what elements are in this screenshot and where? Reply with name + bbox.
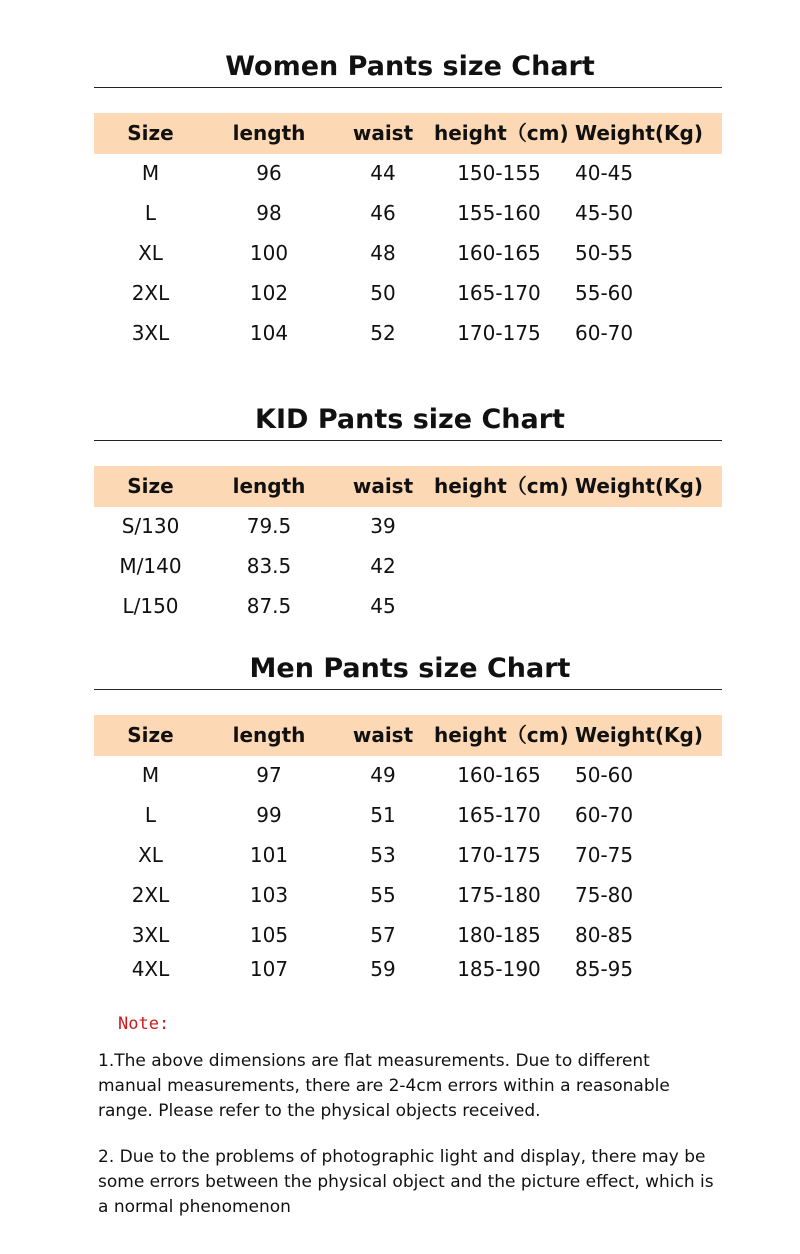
header-size: Size <box>127 474 174 498</box>
cell-height: 160-165 <box>457 241 541 265</box>
men-title-rule <box>94 689 722 690</box>
cell-weight: 75-80 <box>575 883 634 907</box>
cell-waist: 52 <box>370 321 396 345</box>
cell-size: M/140 <box>119 554 182 578</box>
cell-waist: 42 <box>370 554 396 578</box>
cell-waist: 45 <box>370 594 396 618</box>
kid-title-rule <box>94 440 722 441</box>
table-row <box>94 552 722 582</box>
cell-waist: 39 <box>370 514 396 538</box>
header-height: height（cm) <box>434 474 569 498</box>
cell-size: M <box>141 161 160 185</box>
cell-weight: 50-55 <box>575 241 634 265</box>
header-weight: Weight(Kg) <box>575 723 703 747</box>
cell-height: 185-190 <box>457 957 541 981</box>
header-length: length <box>232 121 306 145</box>
header-length: length <box>232 723 306 747</box>
header-waist: waist <box>352 723 414 747</box>
cell-height: 165-170 <box>457 281 541 305</box>
header-height: height（cm) <box>434 723 569 747</box>
cell-height: 180-185 <box>457 923 541 947</box>
men-chart-title: Men Pants size Chart <box>249 653 571 684</box>
cell-size: XL <box>138 241 163 265</box>
note-line-2: 2. Due to the problems of photographic light and display, there may be some errors between the physical object and the picture effect, which is a normal phenomenon <box>98 1147 714 1217</box>
cell-size: 3XL <box>131 321 170 345</box>
cell-weight: 55-60 <box>575 281 634 305</box>
cell-length: 100 <box>249 241 289 265</box>
header-height: height（cm) <box>434 121 569 145</box>
cell-waist: 49 <box>370 763 396 787</box>
cell-waist: 51 <box>370 803 396 827</box>
header-waist: waist <box>352 474 414 498</box>
cell-size: S/130 <box>121 514 180 538</box>
cell-waist: 53 <box>370 843 396 867</box>
cell-weight: 80-85 <box>575 923 634 947</box>
cell-size: 3XL <box>131 923 170 947</box>
cell-weight: 85-95 <box>575 957 634 981</box>
cell-waist: 48 <box>370 241 396 265</box>
cell-weight: 70-75 <box>575 843 634 867</box>
cell-height: 150-155 <box>457 161 541 185</box>
cell-weight: 50-60 <box>575 763 634 787</box>
header-length: length <box>232 474 306 498</box>
kid-header-row <box>94 466 722 507</box>
cell-waist: 59 <box>370 957 396 981</box>
kid-chart-title: KID Pants size Chart <box>255 404 565 435</box>
table-row <box>94 592 722 622</box>
cell-length: 98 <box>256 201 282 225</box>
table-row <box>94 319 722 349</box>
cell-length: 104 <box>249 321 289 345</box>
note-line-1: 1.The above dimensions are flat measurements. Due to different manual measurements, there are 2-4cm errors within a reasonable range. Please refer to the physical objects received. <box>98 1051 670 1121</box>
table-row <box>94 921 722 951</box>
table-row <box>94 955 722 985</box>
header-weight: Weight(Kg) <box>575 474 703 498</box>
cell-height: 170-175 <box>457 843 541 867</box>
cell-size: XL <box>138 843 163 867</box>
table-row <box>94 761 722 791</box>
cell-length: 101 <box>249 843 289 867</box>
header-size: Size <box>127 121 174 145</box>
men-header-row <box>94 715 722 756</box>
cell-weight: 45-50 <box>575 201 634 225</box>
table-row <box>94 199 722 229</box>
cell-length: 87.5 <box>246 594 292 618</box>
cell-length: 79.5 <box>246 514 292 538</box>
table-row <box>94 881 722 911</box>
header-waist: waist <box>352 121 414 145</box>
women-title-rule <box>94 87 722 88</box>
cell-length: 96 <box>256 161 282 185</box>
table-row <box>94 239 722 269</box>
cell-size: L <box>144 803 157 827</box>
cell-height: 155-160 <box>457 201 541 225</box>
cell-length: 83.5 <box>246 554 292 578</box>
cell-waist: 57 <box>370 923 396 947</box>
cell-waist: 46 <box>370 201 396 225</box>
women-chart-title: Women Pants size Chart <box>225 51 595 82</box>
cell-length: 102 <box>249 281 289 305</box>
cell-length: 99 <box>256 803 282 827</box>
table-row <box>94 512 722 542</box>
cell-size: L/150 <box>122 594 179 618</box>
cell-height: 170-175 <box>457 321 541 345</box>
table-row <box>94 801 722 831</box>
header-size: Size <box>127 723 174 747</box>
cell-length: 107 <box>249 957 289 981</box>
cell-height: 160-165 <box>457 763 541 787</box>
women-header-row <box>94 113 722 154</box>
cell-weight: 60-70 <box>575 803 634 827</box>
cell-size: L <box>144 201 157 225</box>
cell-size: 4XL <box>131 957 170 981</box>
cell-size: 2XL <box>131 883 170 907</box>
cell-height: 175-180 <box>457 883 541 907</box>
cell-waist: 55 <box>370 883 396 907</box>
cell-size: 2XL <box>131 281 170 305</box>
table-row <box>94 159 722 189</box>
cell-weight: 60-70 <box>575 321 634 345</box>
cell-waist: 44 <box>370 161 396 185</box>
cell-size: M <box>141 763 160 787</box>
cell-length: 103 <box>249 883 289 907</box>
cell-length: 105 <box>249 923 289 947</box>
note-label: Note: <box>118 1014 170 1034</box>
table-row <box>94 279 722 309</box>
cell-height: 165-170 <box>457 803 541 827</box>
cell-length: 97 <box>256 763 282 787</box>
table-row <box>94 841 722 871</box>
cell-weight: 40-45 <box>575 161 634 185</box>
header-weight: Weight(Kg) <box>575 121 703 145</box>
cell-waist: 50 <box>370 281 396 305</box>
